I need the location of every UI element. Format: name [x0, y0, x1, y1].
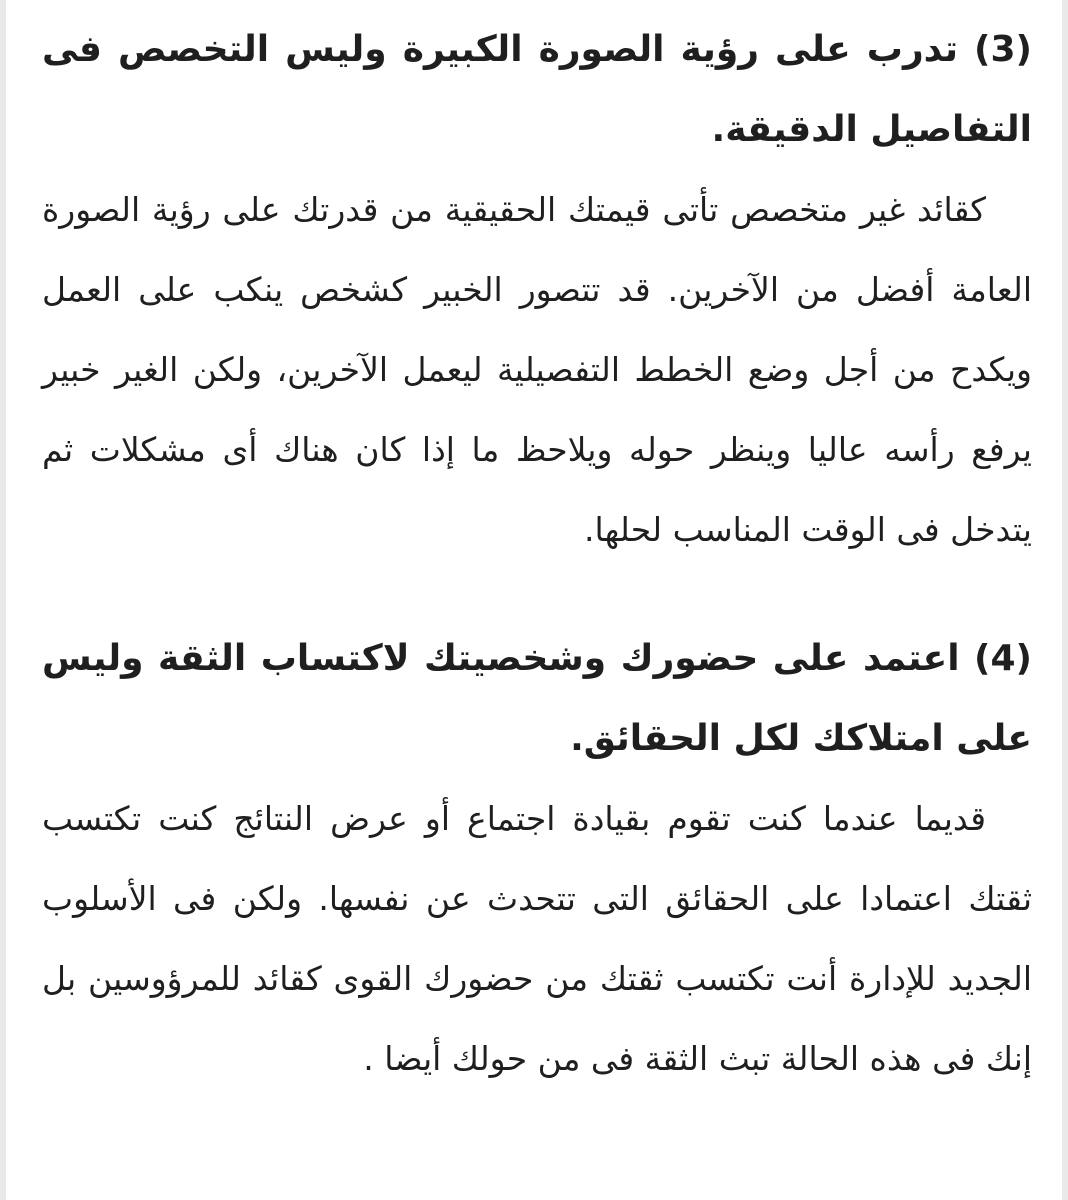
section-heading: (3) تدرب على رؤية الصورة الكبيرة وليس التخصص فى التفاصيل الدقيقة.	[42, 29, 1032, 150]
article-body	[42, 10, 1032, 1099]
section-heading: (4) اعتمد على حضورك وشخصيتك لاكتساب الثقة وليس على امتلاكك لكل الحقائق.	[42, 638, 1032, 759]
section-paragraph: قديما عندما كنت تقوم بقيادة اجتماع أو عرض النتائج كنت تكتسب ثقتك اعتمادا على الحقائق التى تتحدث عن نفسها. ولكن فى الأسلوب الجديد للإدارة أنت تكتسب ثقتك من حضورك القوى كقائد للمرؤوسين بل إنك فى هذه الحالة تبث الثقة فى من حولك أيضا .	[42, 799, 1032, 1078]
section-4	[42, 619, 1032, 1099]
left-page-edge	[0, 0, 6, 1200]
section-3	[42, 10, 1032, 570]
section-spacer	[42, 570, 1032, 619]
right-page-edge	[1062, 0, 1068, 1200]
section-paragraph: كقائد غير متخصص تأتى قيمتك الحقيقية من قدرتك على رؤية الصورة العامة أفضل من الآخرين. قد تتصور الخبير كشخص ينكب على العمل ويكدح من أجل وضع الخطط التفصيلية ليعمل الآخرين، ولكن الغير خبير يرفع رأسه عاليا وينظر حوله ويلاحظ ما إذا كان هناك أى مشكلات ثم يتدخل فى الوقت المناسب لحلها.	[42, 190, 1032, 549]
